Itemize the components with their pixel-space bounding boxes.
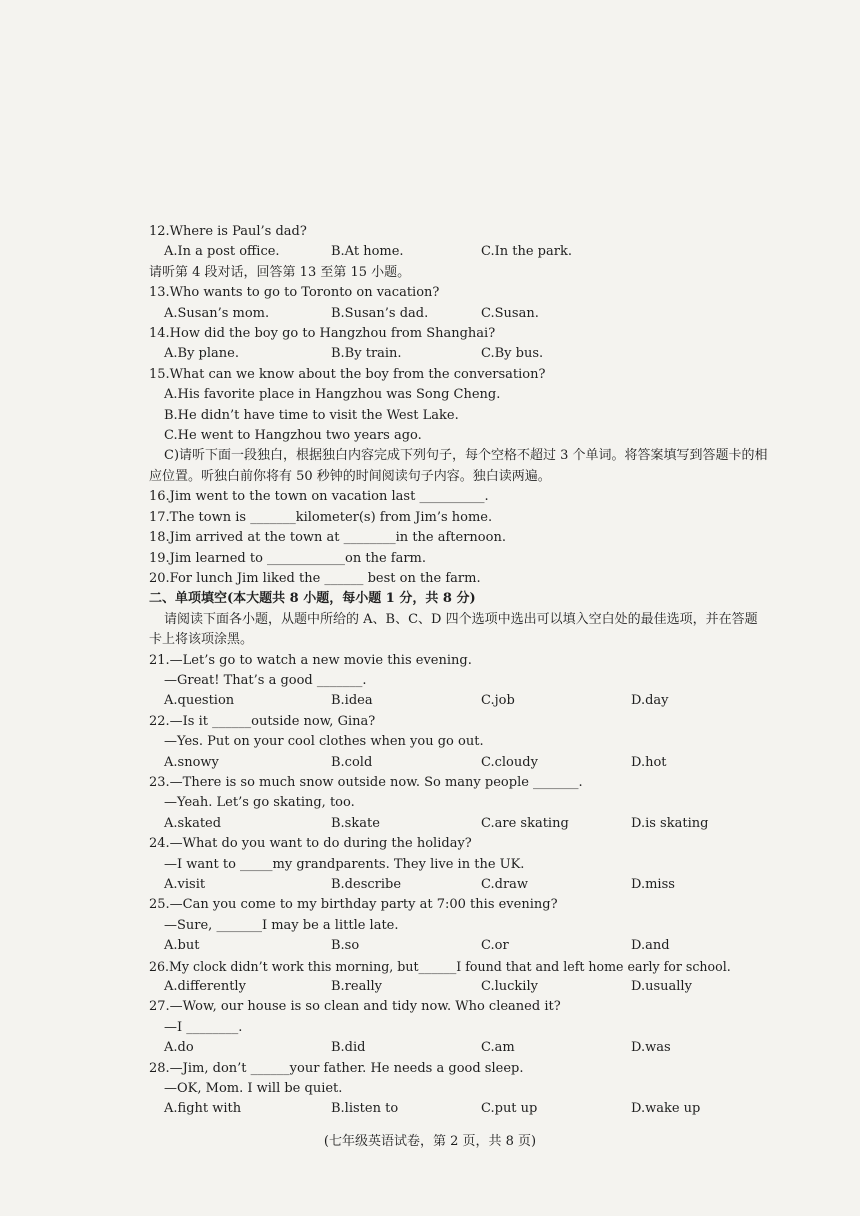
options-23 bbox=[149, 814, 769, 834]
option-a: A.fight with bbox=[164, 1101, 242, 1117]
option-c: C.luckily bbox=[481, 979, 538, 995]
question-27-reply: —I ________. bbox=[164, 1019, 243, 1035]
option-a: A.question bbox=[164, 693, 235, 709]
question-24-reply: —I want to _____my grandparents. They live in the UK. bbox=[164, 856, 525, 872]
exam-page bbox=[149, 222, 769, 1120]
question-23-reply: —Yeah. Let’s go skating, too. bbox=[164, 795, 355, 811]
question-21: 21.—Let’s go to watch a new movie this evening. bbox=[149, 652, 472, 668]
question-12: 12.Where is Paul’s dad? bbox=[149, 224, 307, 239]
option-c: C.Susan. bbox=[481, 305, 539, 321]
option-a: A.skated bbox=[164, 815, 222, 831]
options-26 bbox=[149, 977, 769, 997]
question-27: 27.—Wow, our house is so clean and tidy now. Who cleaned it? bbox=[149, 999, 561, 1015]
options-12 bbox=[149, 242, 769, 262]
part4-instruction: 请听第 4 段对话，回答第 13 至第 15 小题。 bbox=[149, 264, 411, 280]
option-b: B.At home. bbox=[331, 244, 404, 260]
option-b: B.skate bbox=[331, 815, 380, 831]
options-14 bbox=[149, 344, 769, 364]
question-28-reply: —OK, Mom. I will be quiet. bbox=[164, 1081, 343, 1097]
question-21-reply: —Great! That’s a good _______. bbox=[164, 672, 367, 688]
option-a: A.differently bbox=[164, 979, 246, 995]
question-25-reply: —Sure, _______I may be a little late. bbox=[164, 917, 399, 933]
option-d: D.hot bbox=[631, 754, 667, 770]
options-13 bbox=[149, 304, 769, 324]
option-a: A.In a post office. bbox=[164, 244, 280, 260]
question-15: 15.What can we know about the boy from the conversation? bbox=[149, 366, 546, 382]
question-24: 24.—What do you want to do during the holiday? bbox=[149, 836, 472, 852]
option-c: C.or bbox=[481, 938, 509, 954]
options-22 bbox=[149, 753, 769, 773]
question-13: 13.Who wants to go to Toronto on vacation? bbox=[149, 285, 440, 301]
question-19: 19.Jim learned to ____________on the farm. bbox=[149, 550, 427, 566]
question-25: 25.—Can you come to my birthday party at 7:00 this evening? bbox=[149, 897, 558, 913]
page-footer: (七年级英语试卷，第 2 页，共 8 页) bbox=[323, 1134, 537, 1149]
question-22-reply: —Yes. Put on your cool clothes when you go out. bbox=[164, 734, 484, 750]
option-a: A.do bbox=[164, 1040, 194, 1056]
option-b: B.He didn’t have time to visit the West Lake. bbox=[164, 407, 459, 423]
question-23: 23.—There is so much snow outside now. So many people _______. bbox=[149, 774, 583, 790]
option-d: D.miss bbox=[631, 877, 675, 892]
options-28 bbox=[149, 1099, 769, 1119]
option-b: B.did bbox=[331, 1040, 366, 1056]
question-14: 14.How did the boy go to Hangzhou from Shanghai? bbox=[149, 326, 496, 342]
option-d: D.is skating bbox=[631, 815, 709, 831]
option-a: A.but bbox=[164, 938, 200, 954]
section-instruction: 请阅读下面各小题，从题中所给的 A、B、C、D 四个选项中选出可以填入空白处的最佳选项，并在答题卡上将该项涂黑。 bbox=[149, 611, 758, 648]
option-c: C.By bus. bbox=[481, 346, 544, 362]
option-c: C.put up bbox=[481, 1101, 538, 1117]
option-d: D.usually bbox=[631, 979, 692, 995]
options-21 bbox=[149, 691, 769, 711]
question-20: 20.For lunch Jim liked the ______ best on the farm. bbox=[149, 570, 481, 586]
option-d: D.was bbox=[631, 1040, 671, 1056]
option-a: A.His favorite place in Hangzhou was Song Cheng. bbox=[164, 387, 501, 403]
option-c: C.job bbox=[481, 693, 515, 709]
question-26: 26.My clock didn’t work this morning, but______I found that and left home early for school. bbox=[149, 958, 731, 974]
option-c: C.He went to Hangzhou two years ago. bbox=[164, 428, 422, 444]
option-a: A.visit bbox=[164, 877, 206, 892]
options-25 bbox=[149, 936, 769, 956]
option-a: A.snowy bbox=[164, 754, 219, 770]
option-b: B.By train. bbox=[331, 346, 402, 362]
option-d: D.day bbox=[631, 693, 669, 709]
option-c: C.are skating bbox=[481, 815, 569, 831]
question-18: 18.Jim arrived at the town at ________in the afternoon. bbox=[149, 530, 506, 546]
option-b: B.listen to bbox=[331, 1101, 399, 1117]
question-22: 22.—Is it ______outside now, Gina? bbox=[149, 713, 376, 729]
option-b: B.so bbox=[331, 938, 360, 954]
option-c: C.cloudy bbox=[481, 754, 538, 770]
options-24 bbox=[149, 875, 769, 895]
option-d: D.and bbox=[631, 938, 670, 954]
question-17: 17.The town is _______kilometer(s) from Jim’s home. bbox=[149, 509, 493, 525]
options-27 bbox=[149, 1038, 769, 1058]
option-d: D.wake up bbox=[631, 1101, 701, 1117]
option-c: C.am bbox=[481, 1040, 515, 1056]
partC-instruction: C)请听下面一段独白，根据独白内容完成下列句子，每个空格不超过 3 个单词。将答案填写到答题卡的相应位置。听独白前你将有 50 秒钟的时间阅读句子内容。独白读两遍。 bbox=[149, 448, 768, 484]
option-c: C.In the park. bbox=[481, 244, 572, 260]
option-b: B.cold bbox=[331, 754, 373, 770]
option-b: B.really bbox=[331, 979, 383, 995]
question-16: 16.Jim went to the town on vacation last __________. bbox=[149, 489, 489, 505]
section-title: 二、单项填空(本大题共 8 小题，每小题 1 分，共 8 分) bbox=[149, 591, 476, 607]
option-a: A.Susan’s mom. bbox=[164, 305, 270, 321]
option-b: B.describe bbox=[331, 877, 402, 892]
option-b: B.idea bbox=[331, 693, 373, 709]
option-a: A.By plane. bbox=[164, 346, 239, 362]
option-b: B.Susan’s dad. bbox=[331, 305, 429, 321]
option-c: C.draw bbox=[481, 877, 529, 892]
question-28: 28.—Jim, don’t ______your father. He needs a good sleep. bbox=[149, 1060, 524, 1076]
